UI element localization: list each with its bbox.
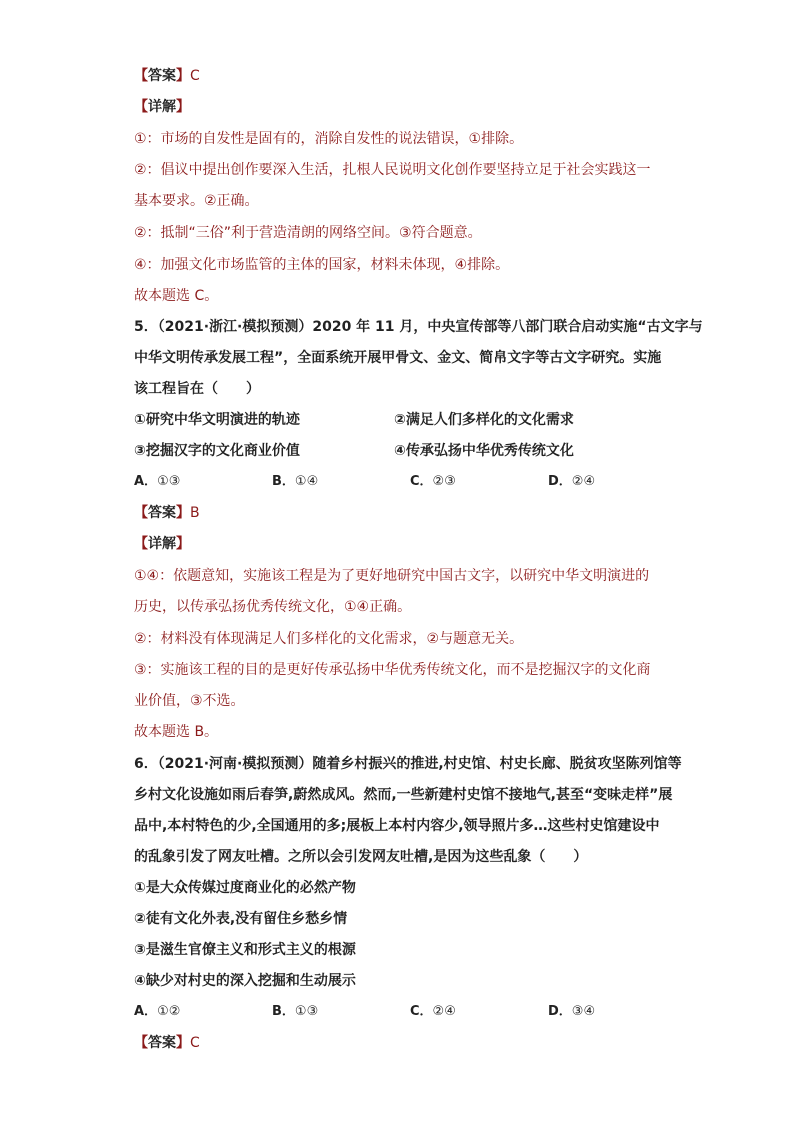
choice-c: C．②③: [410, 474, 456, 489]
option-item: ②徒有文化外表,没有留住乡愁乡情: [134, 911, 348, 927]
option-item: ①研究中华文明演进的轨迹: [134, 412, 300, 428]
answer-value: B: [190, 505, 200, 521]
analysis-line: ①④：依题意知，实施该工程是为了更好地研究中国古文字，以研究中华文明演进的: [134, 568, 650, 584]
analysis-line: ①：市场的自发性是固有的，消除自发性的说法错误，①排除。: [134, 131, 524, 147]
choice-d: D．③④: [548, 1004, 596, 1019]
option-item: ④缺少对村史的深入挖掘和生动展示: [134, 973, 356, 989]
answer-value: C: [190, 68, 200, 84]
analysis-line: ②：倡议中提出创作要深入生活，扎根人民说明文化创作要坚持立足于社会实践这一: [134, 162, 651, 178]
choice-b: B．①④: [272, 474, 319, 489]
analysis-line: 基本要求。②正确。: [134, 193, 259, 209]
choice-a: A．①②: [134, 1004, 181, 1019]
conclusion-line: 故本题选 C。: [134, 288, 219, 304]
detail-heading: 【详解】: [134, 99, 190, 115]
answer-value: C: [190, 1035, 200, 1051]
analysis-line: ④：加强文化市场监管的主体的国家，材料未体现，④排除。: [134, 257, 510, 273]
option-item: ③是滋生官僚主义和形式主义的根源: [134, 942, 356, 958]
question-stem-line: 5．（2021·浙江·模拟预测）2020 年 11 月，中央宣传部等八部门联合启动实施“古文字与: [134, 319, 703, 335]
question-stem-line: 的乱象引发了网友吐槽。之所以会引发网友吐槽,是因为这些乱象（ ）: [134, 849, 588, 865]
answer-line: 【答案】C: [134, 68, 200, 84]
choice-a: A．①③: [134, 474, 181, 489]
option-item: ②满足人们多样化的文化需求: [394, 412, 574, 428]
question-stem-line: 品中,本村特色的少,全国通用的多;展板上本村内容少,领导照片多…这些村史馆建设中: [134, 818, 660, 834]
answer-line: 【答案】B: [134, 505, 200, 521]
answer-tag: 答案: [148, 68, 176, 84]
question-stem-line: 乡村文化设施如雨后春笋,蔚然成风。然而,一些新建村史馆不接地气,甚至“变味走样”展: [134, 787, 673, 803]
analysis-line: ③：实施该工程的目的是更好传承弘扬中华优秀传统文化，而不是挖掘汉字的文化商: [134, 662, 651, 678]
choice-d: D．②④: [548, 474, 596, 489]
choice-c: C．②④: [410, 1004, 456, 1019]
analysis-line: ②：抵制“三俗”利于营造清朗的网络空间。③符合题意。: [134, 225, 482, 241]
question-stem-line: 6．（2021·河南·模拟预测）随着乡村振兴的推进,村史馆、村史长廊、脱贫攻坚陈列馆等: [134, 756, 682, 772]
question-stem-line: 该工程旨在（ ）: [134, 381, 260, 397]
analysis-line: 业价值，③不选。: [134, 693, 245, 709]
detail-heading: 【详解】: [134, 536, 190, 552]
option-item: ①是大众传媒过度商业化的必然产物: [134, 880, 356, 896]
analysis-line: 历史，以传承弘扬优秀传统文化，①④正确。: [134, 599, 412, 615]
option-item: ④传承弘扬中华优秀传统文化: [394, 443, 574, 459]
option-item: ③挖掘汉字的文化商业价值: [134, 443, 300, 459]
conclusion-line: 故本题选 B。: [134, 724, 219, 740]
answer-line: 【答案】C: [134, 1035, 200, 1051]
choice-b: B．①③: [272, 1004, 319, 1019]
analysis-line: ②：材料没有体现满足人们多样化的文化需求，②与题意无关。: [134, 631, 524, 647]
question-stem-line: 中华文明传承发展工程”，全面系统开展甲骨文、金文、简帛文字等古文字研究。实施: [134, 350, 662, 366]
